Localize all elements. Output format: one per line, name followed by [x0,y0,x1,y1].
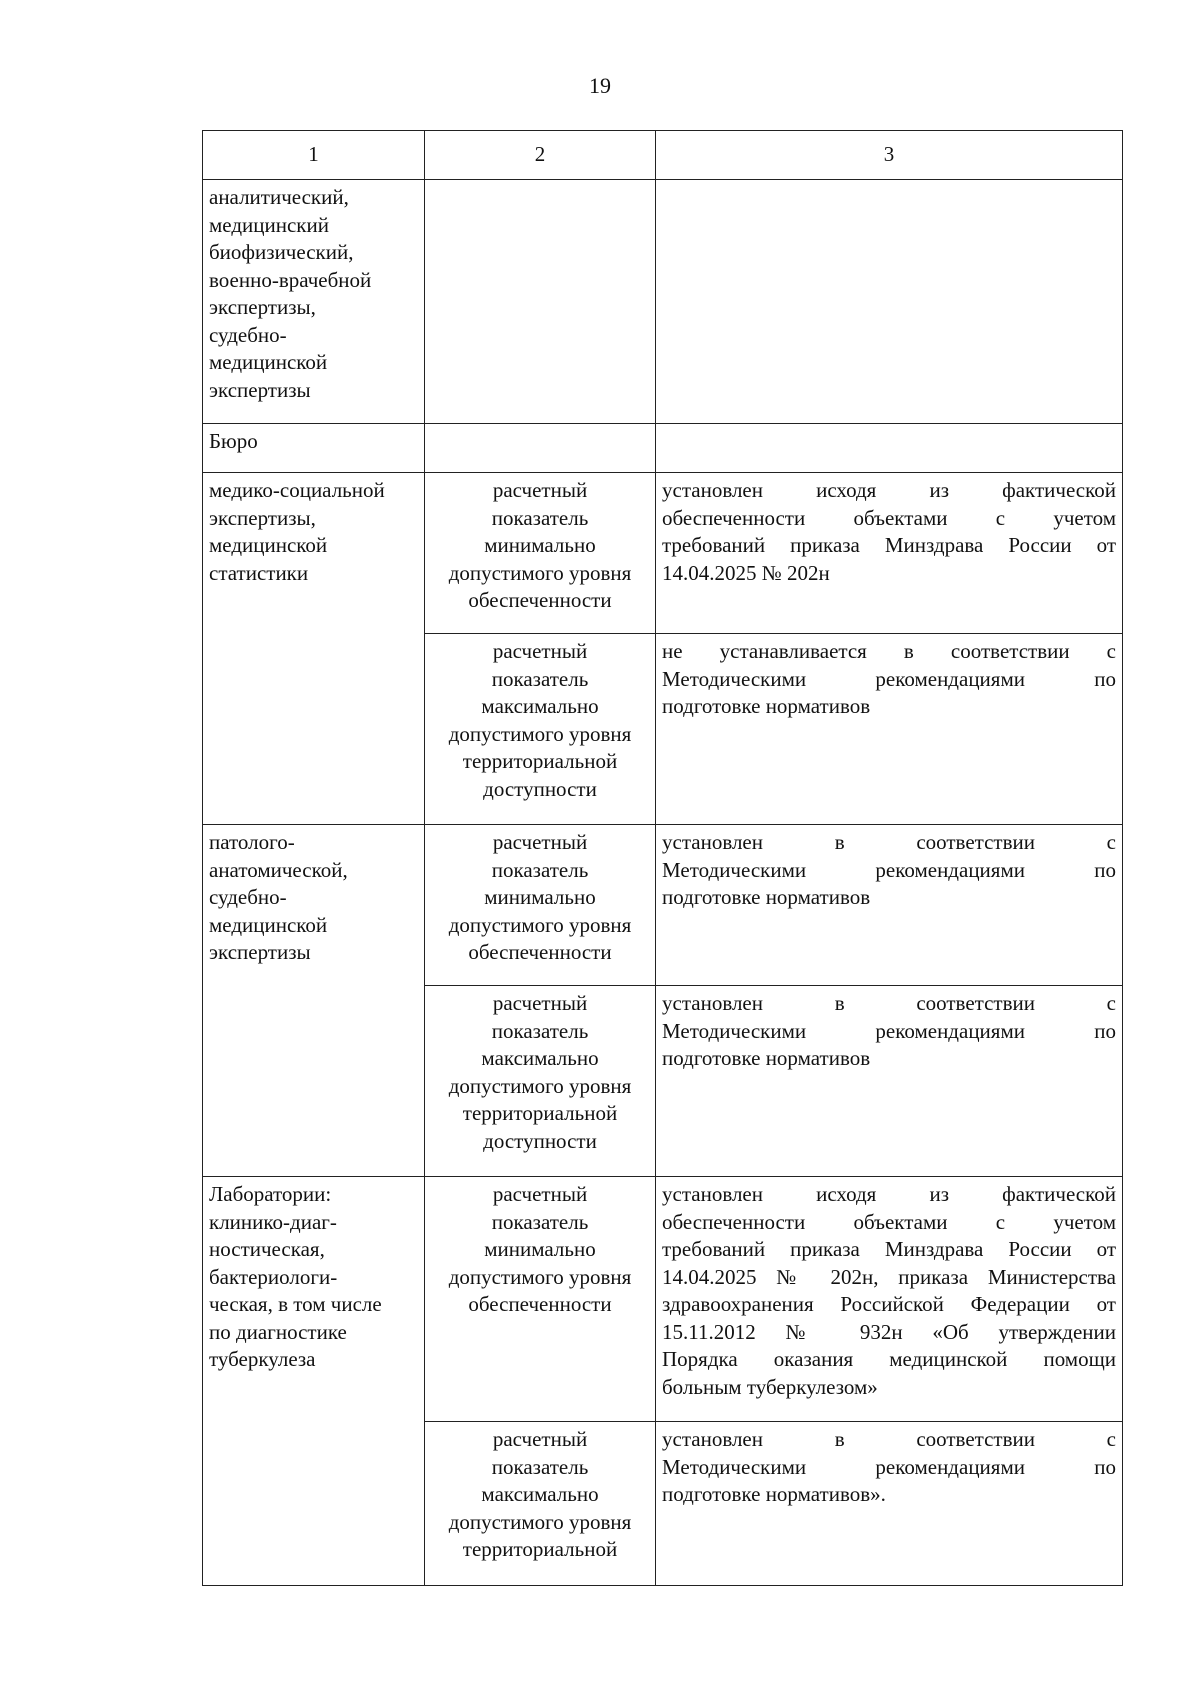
basis-cell [656,634,1123,825]
text-line: Порядка оказания медицинской помощи [662,1347,1116,1371]
text-line: доступности [483,1128,597,1153]
text-line: допустимого уровня [448,1264,632,1289]
text-line: территориальной [462,1101,618,1125]
text-line: показатель [491,1209,589,1234]
text-line: расчетный [492,1427,588,1451]
text-line: туберкулеза [209,1347,316,1371]
text-line: экспертизы [209,377,311,402]
text-line: экспертизы, [209,505,316,530]
text-line: территориальной [462,1537,618,1561]
indicator-cell [425,634,656,825]
table-header-row [203,131,1123,180]
text-line: бактериологи- [209,1264,338,1289]
text-line: допустимого уровня [448,912,632,937]
text-line: подготовке нормативов [662,694,871,718]
text-line: территориальной [462,749,618,773]
text-line: судебно- [209,885,287,909]
indicator-cell [425,473,656,634]
text-line: анатомической, [209,857,348,882]
text-line: обеспеченности [468,940,612,964]
table-row [203,1177,1123,1422]
text-line: больным туберкулезом» [662,1374,878,1399]
basis-cell [656,825,1123,986]
text-line: обеспеченности объектами с учетом [662,505,1116,530]
object-name-cell [203,825,425,1177]
text-line: не устанавливается в соответствии с [662,639,1116,663]
text-line: установлен исходя из фактической [662,1182,1116,1206]
indicator-cell [425,986,656,1177]
basis-cell [656,1422,1123,1586]
text-line: установлен в соответствии с [662,991,1116,1015]
text-line: допустимого уровня [448,721,632,746]
table-row [203,180,1123,424]
text-line: расчетный [492,639,588,663]
text-line: Методическими рекомендациями по [662,857,1116,882]
text-line: подготовке нормативов [662,885,871,909]
text-line: Методическими рекомендациями по [662,666,1116,691]
table-row [203,424,1123,473]
text-line: расчетный [492,830,588,854]
indicator-cell [425,825,656,986]
text-line: обеспеченности [468,1292,612,1316]
text-line: военно-врачебной [209,267,372,292]
text-line: статистики [209,560,309,585]
text-line: требований приказа Минздрава России от [662,533,1116,557]
object-name-cell [203,473,425,825]
indicator-cell [425,180,656,424]
table-row [203,473,1123,634]
text-line: допустимого уровня [448,1509,632,1534]
text-line: показатель [491,505,589,530]
indicator-cell [425,1177,656,1422]
basis-cell [656,180,1123,424]
basis-cell [656,473,1123,634]
object-name-cell: Бюро [203,424,425,473]
text-line: доступности [483,776,597,801]
table-row [203,825,1123,986]
header-cell-2: 2 [425,131,656,180]
text-line: ностическая, [209,1237,325,1261]
page-number: 19 [589,73,611,98]
object-name-cell [203,1177,425,1586]
header-cell-3: 3 [656,131,1123,180]
indicator-cell [425,424,656,473]
text-line: экспертизы [209,940,311,964]
text-line: установлен исходя из фактической [662,478,1116,502]
text-line: ческая, в том числе [209,1292,382,1316]
indicator-cell [425,1422,656,1586]
object-name-cell [203,180,425,424]
basis-cell [656,424,1123,473]
text-line: показатель [491,1454,589,1479]
text-line: экспертизы, [209,295,316,319]
text-line: Лаборатории: [209,1182,332,1206]
text-line: медицинской [209,912,328,937]
text-line: медицинский [209,212,329,237]
text-line: судебно- [209,322,287,347]
text-line: минимально [484,533,596,557]
text-line: подготовке нормативов». [662,1482,886,1506]
text-line: показатель [491,1018,589,1043]
text-line: медицинской [209,350,328,374]
text-line: 14.04.2025 № 202н, приказа Министерства [662,1264,1116,1289]
text-line: по диагностике [209,1319,347,1344]
regulation-table [202,130,1123,1586]
text-line: требований приказа Минздрава России от [662,1237,1116,1261]
text-line: показатель [491,666,589,691]
text-line: 15.11.2012 № 932н «Об утверждении [662,1319,1116,1344]
basis-cell [656,1177,1123,1422]
text-line: установлен в соответствии с [662,830,1116,854]
text-line: подготовке нормативов [662,1046,871,1070]
text-line: расчетный [492,478,588,502]
text-line: допустимого уровня [448,1073,632,1098]
text-line: расчетный [492,1182,588,1206]
text-line: расчетный [492,991,588,1015]
text-line: обеспеченности [468,588,612,612]
text-line: установлен в соответствии с [662,1427,1116,1451]
text-line: Методическими рекомендациями по [662,1018,1116,1043]
text-line: биофизический, [209,240,354,264]
text-line: минимально [484,1237,596,1261]
text-line: Методическими рекомендациями по [662,1454,1116,1479]
text-line: медицинской [209,533,328,557]
text-line: минимально [484,885,596,909]
text-line: аналитический, [209,185,349,209]
text-line: максимально [481,694,599,718]
text-line: максимально [481,1482,599,1506]
text-line: максимально [481,1046,599,1070]
text-line: 14.04.2025 № 202н [662,560,830,585]
text-line: показатель [491,857,589,882]
text-line: клинико-диаг- [209,1209,337,1234]
text-line: допустимого уровня [448,560,632,585]
text-line: медико-социальной [209,478,385,502]
text-line: патолого- [209,830,295,854]
text-line: обеспеченности объектами с учетом [662,1209,1116,1234]
header-cell-1: 1 [203,131,425,180]
text-line: здравоохранения Российской Федерации от [662,1292,1116,1316]
basis-cell [656,986,1123,1177]
